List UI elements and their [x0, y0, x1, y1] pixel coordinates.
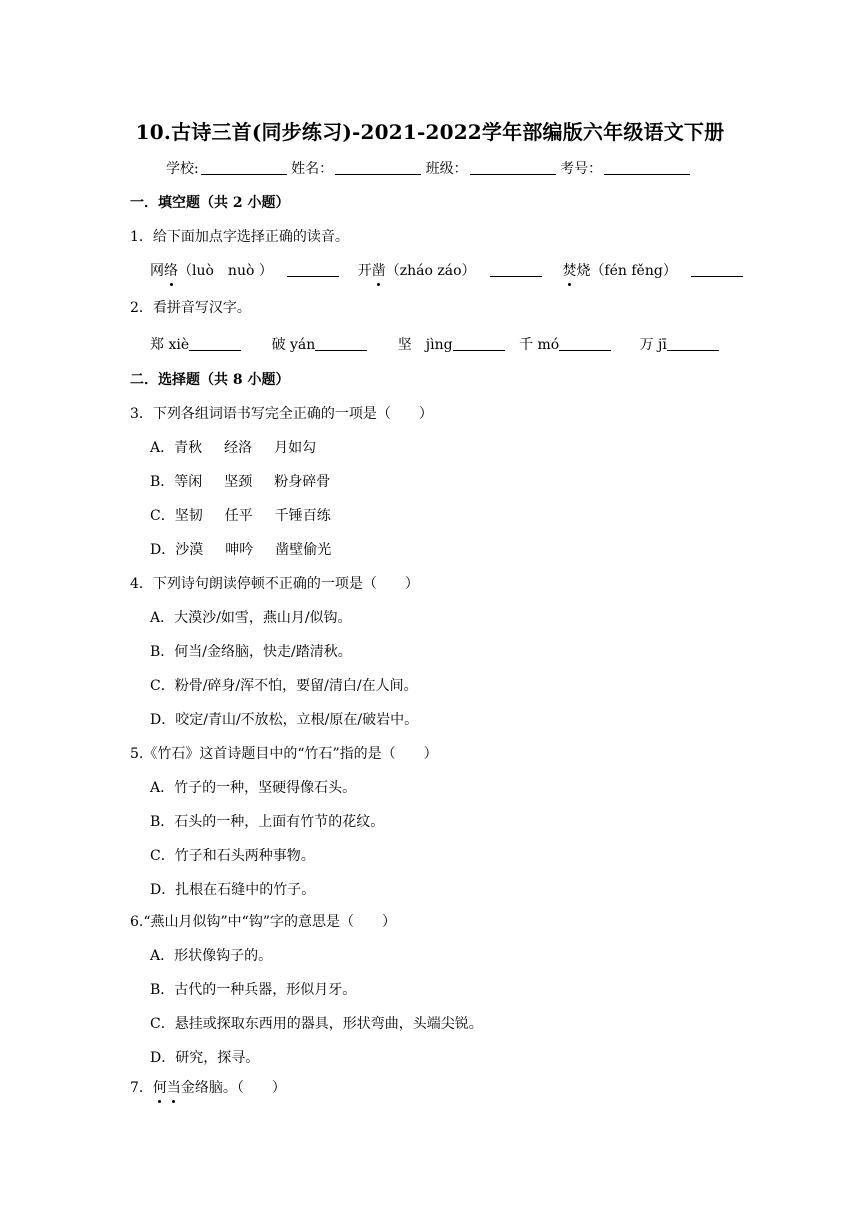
q5-option-c[interactable]: C．竹子和石头两种事物。	[150, 848, 315, 864]
q3-option-a[interactable]: A．青秋 经洛 月如勾	[150, 440, 317, 456]
question-6-stem: 6.“燕山月似钩”中“钩”字的意思是（ ）	[130, 914, 396, 930]
q6-option-d[interactable]: D．研究，探寻。	[150, 1050, 260, 1066]
q2-item-4: 千 mó	[519, 337, 560, 353]
section-heading-fill-in: 一．填空题（共 2 小题）	[130, 195, 290, 211]
q1-answer-blank-1[interactable]	[287, 262, 339, 277]
student-info-row	[166, 158, 690, 178]
q5-option-a[interactable]: A．竹子的一种，坚硬得像石头。	[150, 780, 357, 796]
question-5-stem: 5.《竹石》这首诗题目中的“竹石”指的是（ ）	[130, 746, 438, 762]
question-7-stem: 7．何当金络脑。（ ）	[130, 1077, 286, 1097]
q4-option-d[interactable]: D．咬定/青山/不放松，立根/原在/破岩中。	[150, 712, 419, 728]
question-3-stem: 3．下列各组词语书写完全正确的一项是（ ）	[130, 406, 433, 422]
q2-answer-blank-1[interactable]	[189, 336, 241, 351]
exam-no-blank[interactable]	[604, 160, 690, 175]
q2-item-3: 坚 jìng	[397, 337, 453, 353]
section-heading-multiple-choice: 二．选择题（共 8 小题）	[130, 372, 290, 388]
q4-option-a[interactable]: A．大漠沙/如雪，燕山月/似钩。	[150, 610, 352, 626]
q2-answer-blank-3[interactable]	[453, 336, 505, 351]
q1-answer-blank-2[interactable]	[490, 262, 542, 277]
name-label: 姓名：	[291, 161, 334, 177]
school-blank[interactable]	[201, 160, 287, 175]
q2-answer-blank-5[interactable]	[667, 336, 719, 351]
class-label: 班级：	[425, 161, 468, 177]
q4-option-c[interactable]: C．粉骨/碎身/浑不怕，要留/清白/在人间。	[150, 678, 418, 694]
q1-item-2: 开凿（zháo záo）	[358, 263, 476, 279]
q2-item-2: 破 yán	[271, 337, 316, 353]
q2-item-1: 郑 xiè	[150, 337, 190, 353]
q6-option-a[interactable]: A．形状像钩子的。	[150, 948, 273, 964]
q6-option-b[interactable]: B．古代的一种兵器，形似月牙。	[150, 982, 357, 998]
question-4-stem: 4．下列诗句朗读停顿不正确的一项是（ ）	[130, 576, 419, 592]
q6-option-c[interactable]: C．悬挂或探取东西用的器具，形状弯曲，头端尖锐。	[150, 1016, 483, 1032]
q5-option-b[interactable]: B．石头的一种，上面有竹节的花纹。	[150, 814, 385, 830]
q5-option-d[interactable]: D．扎根在石缝中的竹子。	[150, 882, 316, 898]
question-2-stem: 2．看拼音写汉字。	[130, 300, 251, 316]
question-2-items	[150, 334, 719, 354]
q3-option-d[interactable]: D．沙漠 呻吟 凿壁偷光	[150, 542, 332, 558]
q3-option-b[interactable]: B．等闲 坚颈 粉身碎骨	[150, 474, 331, 490]
name-blank[interactable]	[335, 160, 421, 175]
exam-no-label: 考号：	[560, 161, 603, 177]
school-label: 学校:	[166, 161, 199, 177]
q2-item-5: 万 jī	[639, 337, 667, 353]
page-title: 10.古诗三首(同步练习)-2021-2022学年部编版六年级语文下册	[135, 120, 725, 144]
q2-answer-blank-2[interactable]	[315, 336, 367, 351]
q4-option-b[interactable]: B．何当/金络脑，快走/踏清秋。	[150, 644, 352, 660]
q2-answer-blank-4[interactable]	[559, 336, 611, 351]
q3-option-c[interactable]: C．坚韧 任平 千锤百练	[150, 508, 331, 524]
q1-item-3: 焚烧（fén fěng）	[562, 263, 676, 279]
class-blank[interactable]	[470, 160, 556, 175]
q1-item-1: 网络（luò nuò ）	[150, 263, 273, 279]
q1-answer-blank-3[interactable]	[691, 262, 743, 277]
question-1-stem: 1．给下面加点字选择正确的读音。	[130, 229, 349, 245]
question-1-items	[150, 260, 743, 280]
